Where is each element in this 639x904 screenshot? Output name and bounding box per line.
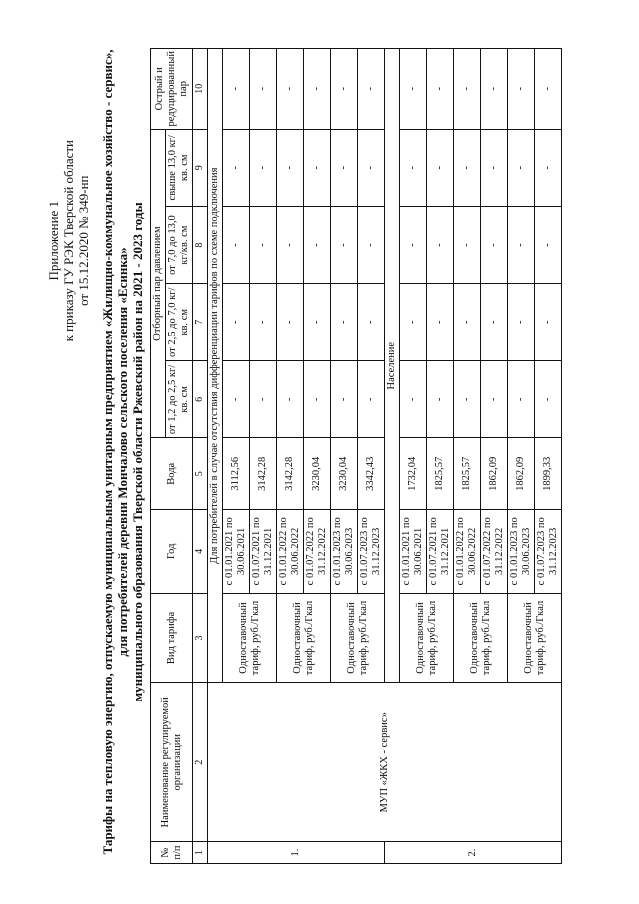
water-value: 1899,33 (535, 438, 562, 510)
dash-cell: - (535, 361, 562, 438)
water-value: 3230,04 (304, 438, 331, 510)
document-title (100, 30, 145, 874)
dash-cell: - (331, 361, 358, 438)
appendix-line2: к приказу ГУ РЭК Тверской области (61, 140, 76, 342)
period-cell: с 01.01.2022 по 30.06.2022 (454, 510, 481, 594)
tariff-type: Одноставочный тариф, руб./Гкал (223, 593, 277, 683)
dash-cell: - (277, 284, 304, 361)
water-value: 1862,09 (508, 438, 535, 510)
dash-cell: - (481, 49, 508, 130)
dash-cell: - (535, 206, 562, 283)
dash-cell: - (277, 49, 304, 130)
header-water: Вода (151, 438, 193, 510)
dash-cell: - (400, 361, 427, 438)
dash-cell: - (223, 49, 250, 130)
dash-cell: - (508, 361, 535, 438)
column-number: 4 (193, 510, 208, 594)
period-cell: с 01.01.2023 по 30.06.2023 (508, 510, 535, 594)
column-number: 7 (193, 284, 208, 361)
dash-cell: - (223, 129, 250, 206)
tariff-type: Одноставочный тариф, руб./Гкал (331, 593, 385, 683)
period-cell: с 01.07.2021 по 31.12.2021 (250, 510, 277, 594)
tariff-body (208, 49, 562, 864)
dash-cell: - (304, 129, 331, 206)
dash-cell: - (223, 206, 250, 283)
title-line3: муниципального образования Тверской области Ржевский район на 2021 - 2023 годы (130, 202, 145, 702)
dash-cell: - (481, 361, 508, 438)
water-value: 1862,09 (481, 438, 508, 510)
dash-cell: - (454, 361, 481, 438)
header-steam: Отборный пар давлением (151, 129, 166, 438)
dash-cell: - (304, 206, 331, 283)
dash-cell: - (250, 206, 277, 283)
dash-cell: - (304, 361, 331, 438)
column-number-row (193, 49, 208, 864)
dash-cell: - (277, 361, 304, 438)
dash-cell: - (223, 284, 250, 361)
dash-cell: - (250, 361, 277, 438)
dash-cell: - (250, 129, 277, 206)
header-sharp: Острый и редуцированный пар (151, 49, 193, 130)
dash-cell: - (331, 129, 358, 206)
header-p4: свыше 13,0 кг/кв. см (166, 129, 193, 206)
header-year: Год (151, 510, 193, 594)
appendix-line1: Приложение 1 (46, 200, 61, 281)
period-cell: с 01.07.2022 по 31.12.2022 (304, 510, 331, 594)
title-line2: для потребителей деревни Мончалово сельского поселения «Есинка» (115, 247, 130, 657)
dash-cell: - (400, 129, 427, 206)
dash-cell: - (481, 206, 508, 283)
dash-cell: - (481, 284, 508, 361)
header-p2: от 2,5 до 7,0 кг/кв. см (166, 284, 193, 361)
dash-cell: - (508, 206, 535, 283)
column-number: 3 (193, 593, 208, 683)
dash-cell: - (358, 206, 385, 283)
period-cell: с 01.07.2023 по 31.12.2023 (535, 510, 562, 594)
dash-cell: - (535, 284, 562, 361)
dash-cell: - (454, 206, 481, 283)
section-label: Для потребителей в случае отсутствия дифференциации тарифов по схеме подключения (208, 49, 223, 683)
section-number: 2. (385, 842, 562, 864)
dash-cell: - (250, 284, 277, 361)
water-value: 3112,56 (223, 438, 250, 510)
dash-cell: - (427, 361, 454, 438)
period-cell: с 01.01.2021 по 30.06.2021 (223, 510, 250, 594)
dash-cell: - (250, 49, 277, 130)
period-cell: с 01.07.2022 по 31.12.2022 (481, 510, 508, 594)
header-org: Наименование регулируемой организации (151, 683, 193, 842)
dash-cell: - (454, 284, 481, 361)
tariff-type: Одноставочный тариф, руб./Гкал (454, 593, 508, 683)
period-cell: с 01.07.2021 по 31.12.2021 (427, 510, 454, 594)
dash-cell: - (400, 206, 427, 283)
dash-cell: - (508, 129, 535, 206)
dash-cell: - (535, 129, 562, 206)
column-number: 1 (193, 842, 208, 864)
dash-cell: - (535, 49, 562, 130)
dash-cell: - (358, 49, 385, 130)
column-number: 8 (193, 206, 208, 283)
dash-cell: - (400, 284, 427, 361)
dash-cell: - (508, 49, 535, 130)
dash-cell: - (331, 206, 358, 283)
dash-cell: - (481, 129, 508, 206)
water-value: 3142,28 (250, 438, 277, 510)
section-number: 1. (208, 842, 385, 864)
dash-cell: - (358, 361, 385, 438)
dash-cell: - (331, 284, 358, 361)
dash-cell: - (427, 284, 454, 361)
tariff-type: Одноставочный тариф, руб./Гкал (277, 593, 331, 683)
tariff-type: Одноставочный тариф, руб./Гкал (400, 593, 454, 683)
column-number: 2 (193, 683, 208, 842)
water-value: 1825,57 (427, 438, 454, 510)
dash-cell: - (508, 284, 535, 361)
header-num: № п/п (151, 842, 193, 864)
dash-cell: - (304, 49, 331, 130)
column-number: 9 (193, 129, 208, 206)
dash-cell: - (304, 284, 331, 361)
period-cell: с 01.01.2021 по 30.06.2021 (400, 510, 427, 594)
dash-cell: - (454, 129, 481, 206)
dash-cell: - (427, 206, 454, 283)
dash-cell: - (277, 206, 304, 283)
tariff-type: Одноставочный тариф, руб./Гкал (508, 593, 562, 683)
appendix-note (46, 140, 91, 341)
header-p3: от 7,0 до 13,0 кг/кв. см (166, 206, 193, 283)
section-row (208, 49, 223, 864)
tariff-table (150, 48, 562, 864)
water-value: 1732,04 (400, 438, 427, 510)
water-value: 3142,28 (277, 438, 304, 510)
dash-cell: - (400, 49, 427, 130)
dash-cell: - (277, 129, 304, 206)
water-value: 1825,57 (454, 438, 481, 510)
dash-cell: - (331, 49, 358, 130)
dash-cell: - (358, 284, 385, 361)
section-label: Население (385, 49, 400, 683)
dash-cell: - (223, 361, 250, 438)
dash-cell: - (358, 129, 385, 206)
dash-cell: - (427, 129, 454, 206)
appendix-line3: от 15.12.2020 № 349-нп (76, 175, 91, 306)
period-cell: с 01.01.2022 по 30.06.2022 (277, 510, 304, 594)
water-value: 3230,04 (331, 438, 358, 510)
period-cell: с 01.01.2023 по 30.06.2023 (331, 510, 358, 594)
title-line1: Тарифы на тепловую энергию, отпускаемую муниципальным унитарным предприятием «Жилищно-коммунальное хозяйство - сервис», (100, 49, 115, 855)
period-cell: с 01.07.2023 по 31.12.2023 (358, 510, 385, 594)
header-p1: от 1,2 до 2,5 кг/кв. см (166, 361, 193, 438)
organization-name: МУП «ЖКХ - сервис» (208, 683, 562, 842)
water-value: 3342,43 (358, 438, 385, 510)
column-number: 10 (193, 49, 208, 130)
column-number: 6 (193, 361, 208, 438)
header-type: Вид тарифа (151, 593, 193, 683)
dash-cell: - (427, 49, 454, 130)
dash-cell: - (454, 49, 481, 130)
column-number: 5 (193, 438, 208, 510)
